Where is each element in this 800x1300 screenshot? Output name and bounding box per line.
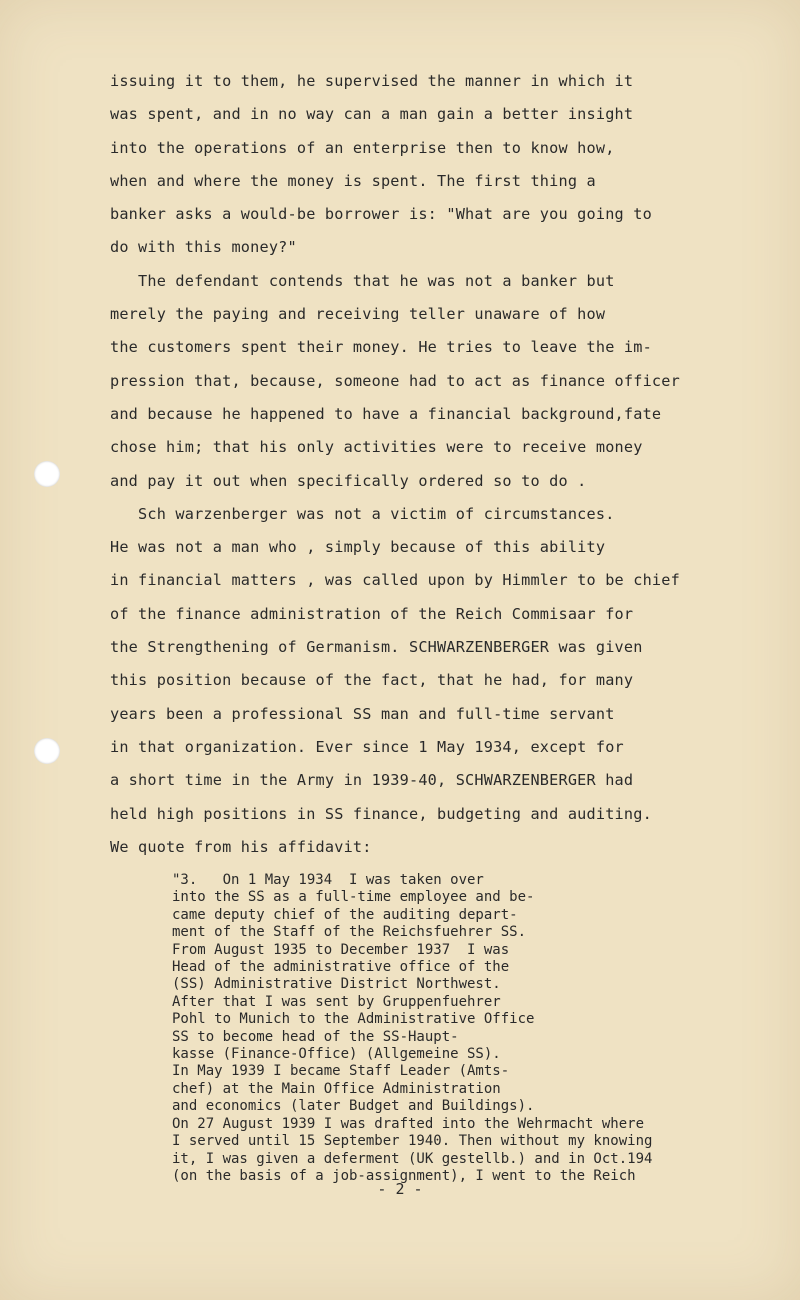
text-line: in that organization. Ever since 1 May 1934, except for <box>110 737 624 756</box>
text-line: pression that, because, someone had to act as finance officer <box>110 371 680 390</box>
text-line: banker asks a would-be borrower is: "What are you going to <box>110 205 652 224</box>
quote-line: kasse (Finance-Office) (Allgemeine SS). <box>172 1046 501 1063</box>
quote-line: chef) at the Main Office Administration <box>172 1080 501 1097</box>
quote-line: Head of the administrative office of the <box>172 959 510 976</box>
text-line: Sch warzenberger was not a victim of circumstances. <box>110 504 615 523</box>
quote-line: After that I was sent by Gruppenfuehrer <box>172 993 501 1010</box>
text-line: of the finance administration of the Reich Commisaar for <box>110 604 634 623</box>
text-line: the Strengthening of Germanism. SCHWARZENBERGER was given <box>110 638 643 657</box>
text-line: held high positions in SS finance, budgeting and auditing. <box>110 804 652 823</box>
text-line: and pay it out when specifically ordered so to do . <box>110 471 587 490</box>
quote-line: From August 1935 to December 1937 I was <box>172 941 510 958</box>
quote-line: came deputy chief of the auditing depart- <box>172 906 518 923</box>
text-line: do with this money?" <box>110 238 297 257</box>
text-line: years been a professional SS man and full-time servant <box>110 704 615 723</box>
quote-line: "3. On 1 May 1934 I was taken over <box>172 872 484 888</box>
page-number: - 2 - <box>377 1180 423 1198</box>
quote-line: On 27 August 1939 I was drafted into the Wehrmacht where <box>172 1115 645 1132</box>
body-text <box>110 65 790 864</box>
quote-line: (on the basis of a job-assignment), I went to the Reich <box>172 1167 636 1184</box>
text-line: into the operations of an enterprise then to know how, <box>110 138 615 157</box>
quote-line: SS to become head of the SS-Haupt- <box>172 1028 459 1045</box>
text-line: The defendant contends that he was not a banker but <box>110 271 615 290</box>
text-line: merely the paying and receiving teller unaware of how <box>110 305 606 324</box>
quote-line: (SS) Administrative District Northwest. <box>172 976 501 993</box>
text-line: when and where the money is spent. The first thing a <box>110 171 596 190</box>
text-line: in financial matters , was called upon by Himmler to be chief <box>110 571 680 590</box>
affidavit-quote <box>172 872 792 1185</box>
text-line: We quote from his affidavit: <box>110 837 372 856</box>
text-line: and because he happened to have a financial background,fate <box>110 404 662 423</box>
quote-line: In May 1939 I became Staff Leader (Amts- <box>172 1063 510 1080</box>
text-line: issuing it to them, he supervised the manner in which it <box>110 72 634 90</box>
punch-hole <box>34 461 60 487</box>
text-line: this position because of the fact, that he had, for many <box>110 671 634 690</box>
punch-hole <box>34 738 60 764</box>
text-line: chose him; that his only activities were to receive money <box>110 438 643 457</box>
text-line: He was not a man who , simply because of this ability <box>110 538 606 557</box>
quote-line: and economics (later Budget and Buildings). <box>172 1098 535 1115</box>
quote-line: ment of the Staff of the Reichsfuehrer SS. <box>172 924 527 941</box>
text-line: the customers spent their money. He tries to leave the im- <box>110 338 652 357</box>
quote-line: it, I was given a deferment (UK gestellb.) and in Oct.194 <box>172 1150 653 1167</box>
text-line: a short time in the Army in 1939-40, SCHWARZENBERGER had <box>110 771 634 790</box>
quote-line: into the SS as a full-time employee and be- <box>172 889 535 906</box>
quote-line: I served until 15 September 1940. Then without my knowing <box>172 1133 653 1150</box>
quote-line: Pohl to Munich to the Administrative Office <box>172 1011 535 1028</box>
text-line: was spent, and in no way can a man gain a better insight <box>110 105 634 124</box>
